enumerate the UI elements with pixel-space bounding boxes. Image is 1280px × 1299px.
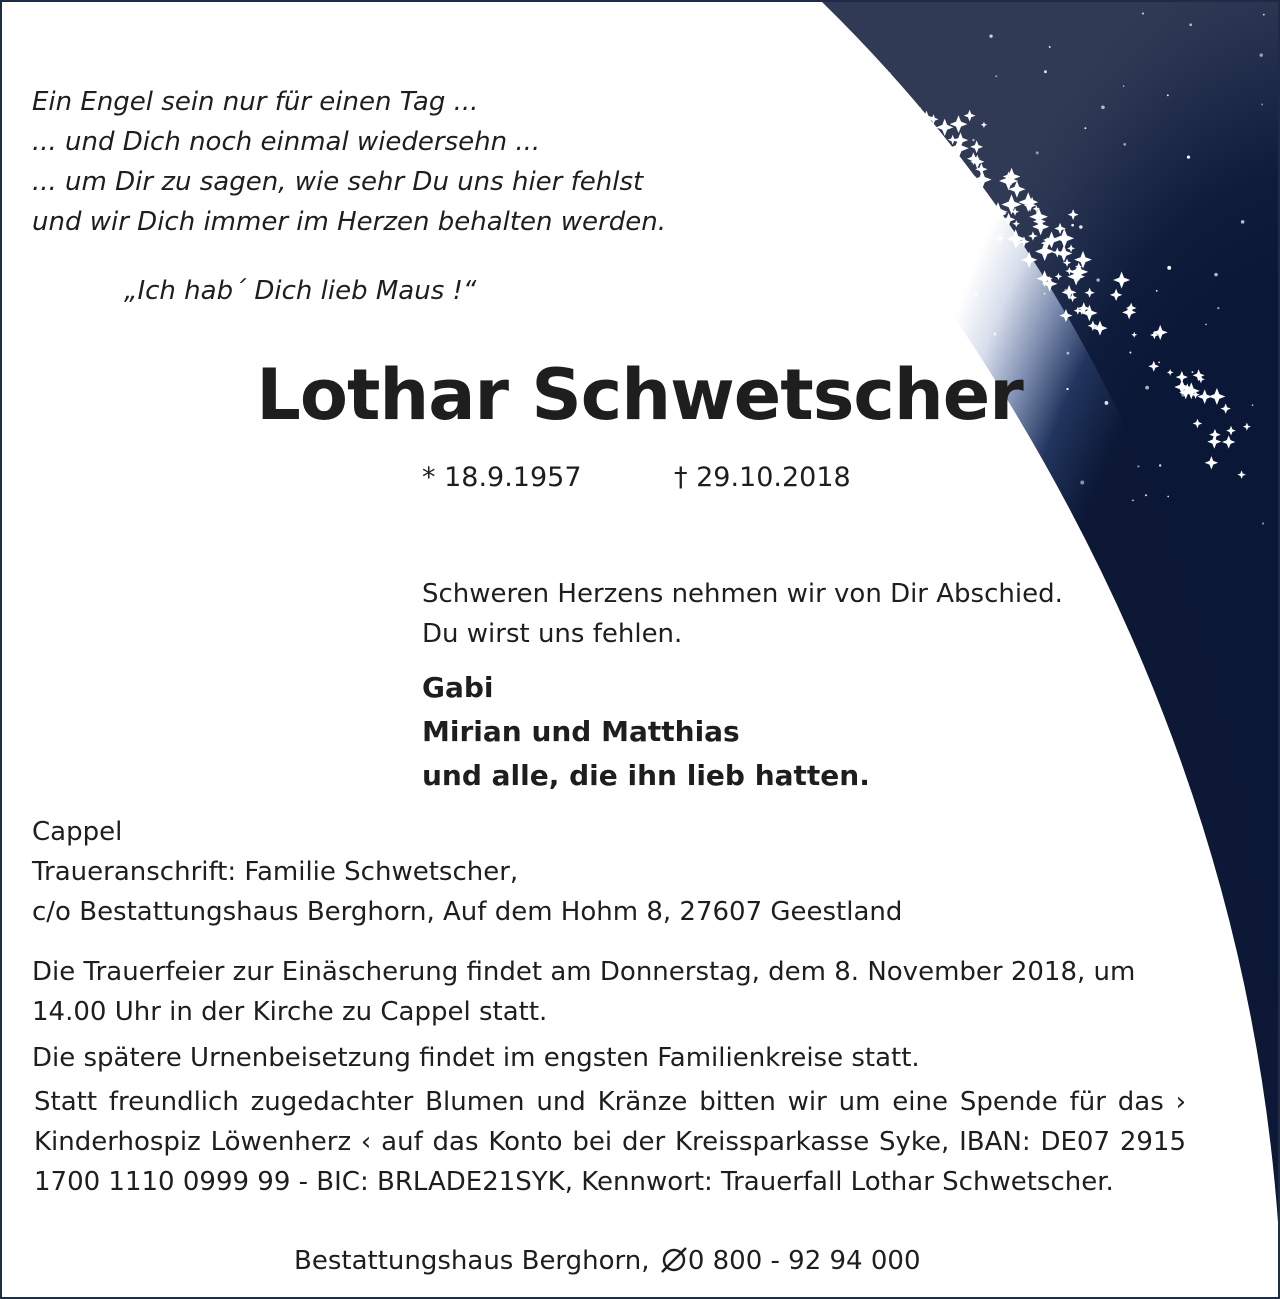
mourner-line: Mirian und Matthias (422, 715, 740, 748)
tiny-star-dot (918, 121, 922, 125)
tiny-star-dot (989, 34, 992, 37)
ceremony-info: Die Trauerfeier zur Einäscherung findet am Donnerstag, dem 8. November 2018, um 14.00 Uhr in der Kirche zu Cappel statt. (32, 957, 1136, 1027)
tiny-star-dot (994, 333, 997, 336)
tiny-star-dot (968, 193, 970, 195)
tiny-star-dot (1142, 12, 1144, 14)
address-line: c/o Bestattungshaus Berghorn, Auf dem Hohm 8, 27607 Geestland (32, 897, 903, 927)
tiny-star-dot (1035, 465, 1038, 468)
tiny-star-dot (1259, 53, 1263, 57)
tiny-star-dot (1167, 496, 1169, 498)
phone-number: 0 800 - 92 94 000 (687, 1246, 921, 1276)
poem-line: und wir Dich immer im Herzen behalten werden. (32, 207, 666, 237)
tiny-star-dot (1159, 464, 1161, 466)
tiny-star-dot (1262, 522, 1264, 524)
tiny-star-dot (1071, 224, 1074, 227)
tiny-star-dot (1066, 519, 1070, 523)
poem-line: ... um Dir zu sagen, wie sehr Du uns hier fehlst (32, 167, 644, 197)
tiny-star-dot (1261, 103, 1263, 105)
tiny-star-dot (1189, 23, 1192, 26)
tiny-star-dot (995, 75, 997, 77)
funeral-home-footer (294, 1246, 920, 1276)
death-date: † 29.10.2018 (674, 462, 851, 493)
tiny-star-dot (1044, 70, 1047, 73)
address-line: Traueranschrift: Familie Schwetscher, (32, 857, 519, 887)
tiny-star-dot (934, 145, 937, 148)
tiny-star-dot (978, 262, 980, 264)
funeral-home-name: Bestattungshaus Berghorn, (294, 1246, 650, 1276)
tiny-star-dot (1084, 127, 1086, 129)
tiny-star-dot (1167, 94, 1169, 96)
address-line: Cappel (32, 817, 123, 847)
farewell-line: Schweren Herzens nehmen wir von Dir Abschied. (422, 579, 1063, 609)
tiny-star-dot (972, 139, 974, 141)
poem-line: ... und Dich noch einmal wiedersehn ... (32, 127, 541, 157)
tiny-star-dot (1214, 273, 1218, 277)
farewell-line: Du wirst uns fehlen. (422, 619, 683, 649)
urn-burial-info: Die spätere Urnenbeisetzung findet im engsten Familienkreise statt. (32, 1043, 920, 1073)
tiny-star-dot (890, 189, 893, 192)
tiny-star-dot (1049, 46, 1051, 48)
tiny-star-dot (927, 450, 931, 454)
tiny-star-dot (969, 502, 971, 504)
donation-request: Statt freundlich zugedachter Blumen und Kränze bitten wir um eine Spende für das › Kinderhospiz Löwenherz ‹ auf das Konto bei der Kreissparkasse Syke, IBAN: DE07 2915 1700 1110 0999 99 - BIC: BRLADE21SYK, Kennwort: Trauerfall Lothar Schwetscher. (34, 1087, 1186, 1197)
mourner-line: und alle, die ihn lieb hatten. (422, 759, 870, 792)
tiny-star-dot (1036, 151, 1039, 154)
tiny-star-dot (1156, 290, 1158, 292)
quote: „Ich hab´ Dich lieb Maus !“ (124, 276, 477, 306)
tiny-star-dot (1263, 14, 1265, 16)
deceased-name: Lothar Schwetscher (256, 354, 1023, 436)
tiny-star-dot (1217, 307, 1219, 309)
tiny-star-dot (1187, 156, 1190, 159)
tiny-star-dot (987, 510, 990, 513)
mourning-address (32, 812, 902, 932)
tiny-star-dot (935, 165, 938, 168)
tiny-star-dot (1079, 225, 1083, 229)
tiny-star-dot (1137, 465, 1139, 467)
tiny-star-dot (1043, 293, 1045, 295)
tiny-star-dot (1064, 289, 1067, 292)
tiny-star-dot (1101, 105, 1105, 109)
phone-icon (658, 1247, 688, 1273)
tiny-star-dot (927, 172, 930, 175)
tiny-star-dot (1096, 278, 1099, 281)
tiny-star-dot (1123, 85, 1125, 87)
tiny-star-dot (988, 494, 991, 497)
tiny-star-dot (1241, 220, 1245, 224)
tiny-star-dot (1205, 324, 1207, 326)
tiny-star-dot (974, 293, 977, 296)
mourners (422, 666, 870, 798)
poem (32, 82, 792, 242)
tiny-star-dot (1123, 143, 1126, 146)
tiny-star-dot (1049, 490, 1051, 492)
farewell-text (422, 574, 1063, 654)
poem-line: Ein Engel sein nur für einen Tag ... (32, 87, 479, 117)
mourner-line: Gabi (422, 671, 494, 704)
tiny-star-dot (1145, 494, 1147, 496)
tiny-star-dot (1132, 499, 1134, 501)
birth-date: * 18.9.1957 (422, 462, 582, 493)
tiny-star-dot (1080, 481, 1084, 485)
tiny-star-dot (1167, 266, 1171, 270)
